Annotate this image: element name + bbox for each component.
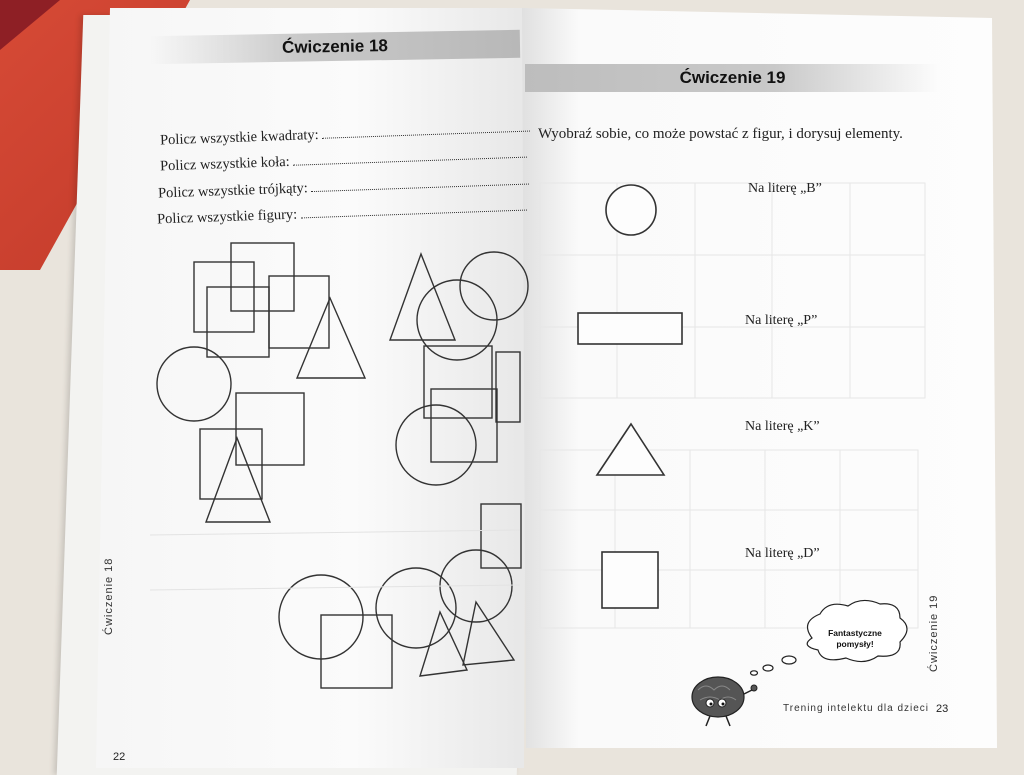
- bubble-dot: [782, 656, 796, 664]
- question-triangles: Policz wszystkie trójkąty:: [157, 180, 309, 202]
- letter-b-label: Na literę „B”: [748, 181, 822, 196]
- bubble-dot: [751, 671, 758, 675]
- brain-mascot-icon: [692, 677, 757, 726]
- question-squares: Policz wszystkie kwadraty:: [159, 126, 319, 149]
- exercise-instruction: Wyobraź sobie, co może powstać z figur, i dorysuj elementy.: [538, 126, 903, 142]
- circle-shape: [606, 185, 656, 235]
- question-circles: Policz wszystkie koła:: [159, 153, 290, 175]
- bubble-dot: [763, 665, 773, 671]
- right-page-number: 23: [936, 703, 949, 715]
- right-side-label: Ćwiczenie 19: [928, 594, 940, 672]
- left-side-label: Ćwiczenie 18: [103, 557, 115, 635]
- letter-d-label: Na literę „D”: [745, 546, 820, 561]
- cloud-text: Fantastyczne pomysły!: [828, 628, 882, 649]
- rectangle-shape: [578, 313, 682, 344]
- left-page-title: Ćwiczenie 18: [150, 30, 520, 64]
- letter-p-label: Na literę „P”: [745, 313, 818, 328]
- question-figures: Policz wszystkie figury:: [156, 206, 298, 228]
- letter-k-label: Na literę „K”: [745, 419, 820, 434]
- right-page-title: Ćwiczenie 19: [525, 64, 940, 92]
- left-page-number: 22: [113, 751, 126, 763]
- square-shape: [602, 552, 658, 608]
- book-footer: Trening intelektu dla dzieci: [783, 703, 930, 714]
